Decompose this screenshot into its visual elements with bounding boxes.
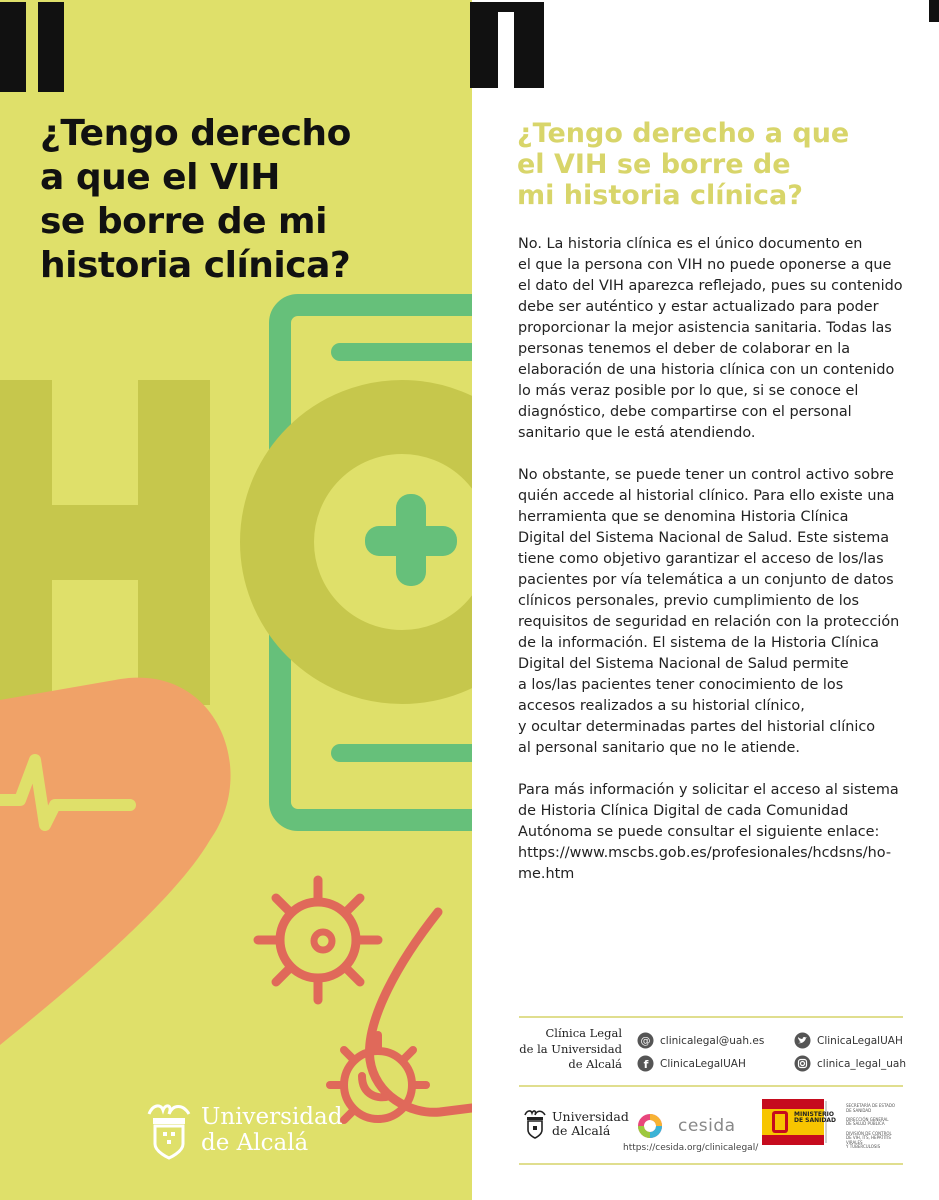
email-icon — [637, 1032, 654, 1049]
facebook-icon — [637, 1055, 654, 1072]
answer-paragraph-3: Para más información y solicitar el acceso al sistema de Historia Clínica Digital de cada Comunidad Autónoma se puede consultar el siguiente enlace: https://www.mscbs.gob.es/profesionales/hcdsns/ho- me.htm — [518, 782, 899, 882]
clinica-legal-name: Clínica Legal de la Universidad de Alcalá — [519, 1026, 622, 1071]
left-question-title: ¿Tengo derecho a que el VIH se borre de mi historia clínica? — [40, 113, 351, 286]
university-crest-icon — [143, 1100, 195, 1160]
facebook-contact[interactable] — [637, 1055, 746, 1072]
email-text: clinicalegal@uah.es — [660, 1034, 765, 1047]
footer-divider-bottom — [519, 1163, 903, 1165]
instagram-text: clinica_legal_uah — [817, 1057, 907, 1070]
footer-divider-top — [519, 1016, 903, 1018]
right-question-title: ¿Tengo derecho a que el VIH se borre de mi historia clínica? — [517, 118, 850, 211]
twitter-text: ClinicaLegalUAH — [817, 1034, 903, 1047]
svg-text:f: f — [643, 1058, 649, 1071]
university-name: Universidad de Alcalá — [201, 1104, 343, 1156]
answer-paragraph-2: No obstante, se puede tener un control activo sobre quién accede al historial clínico. Para ello existe una herramienta que se denomina Historia Clínica Digital del Sistema Nacional de Salud. Este sistema tiene como objetivo garantizar el acceso de los/las pacientes por vía telemática a un conjunto de datos clínicos personales, previo cumplimiento de los requisitos de seguridad en relación con la protección de la información. El sistema de la Historia Clínica Digital del Sistema Nacional de Salud permite a los/las pacientes tener conocimiento de los accesos realizados a su historial clínico, y ocultar determinadas partes del historial clínico al personal sanitario que no le atiende. — [518, 467, 900, 756]
heart-icon — [0, 678, 231, 1045]
instagram-contact[interactable] — [794, 1055, 906, 1072]
question-number-right — [470, 0, 554, 92]
corner-mark — [929, 0, 939, 22]
ministerio-logo — [762, 1099, 903, 1150]
footer-university-name: Universidad de Alcalá — [552, 1109, 629, 1138]
university-crest-small-icon — [522, 1108, 548, 1140]
cesida-link[interactable]: https://cesida.org/clinicalegal/ — [623, 1143, 759, 1153]
footer-divider-middle — [519, 1085, 903, 1087]
ministerio-name: MINISTERIO DE SANIDAD — [794, 1111, 836, 1124]
cesida-logo — [637, 1113, 736, 1139]
hospital-h-icon — [0, 380, 210, 705]
footer-university-logo — [522, 1108, 629, 1140]
cesida-ring-icon — [637, 1113, 675, 1139]
instagram-icon — [794, 1055, 811, 1072]
cesida-name: cesida — [678, 1116, 736, 1136]
ministerio-subtitle: SECRETARÍA DE ESTADO DE SANIDAD DIRECCIÓN GENERAL DE SALUD PÚBLICA DIVISIÓN DE CONTROL DE VIH, ITS, HEPATITIS VIRALES Y TUBERCULOSIS — [846, 1103, 896, 1150]
answer-body — [518, 234, 918, 906]
right-panel — [472, 0, 939, 1200]
twitter-icon — [794, 1032, 811, 1049]
svg-text:@: @ — [640, 1036, 651, 1047]
university-logo — [143, 1100, 342, 1160]
question-number — [0, 0, 76, 92]
facebook-text: ClinicaLegalUAH — [660, 1057, 746, 1070]
email-contact[interactable] — [637, 1032, 764, 1049]
virus-icon — [258, 880, 378, 1000]
medical-cross-icon — [365, 494, 457, 586]
answer-paragraph-1: No. La historia clínica es el único documento en el que la persona con VIH no puede oponerse a que el dato del VIH aparezca reflejado, pues su contenido debe ser auténtico y estar actualizado para poder proporcionar la mejor asistencia sanitaria. Todas las personas tenemos el deber de colaborar en la elaboración de una historia clínica con un contenido lo más veraz posible por lo que, si se conoce el diagnóstico, debe compartirse con el personal sanitario que le está atendiendo. — [518, 236, 903, 441]
twitter-contact[interactable] — [794, 1032, 903, 1049]
